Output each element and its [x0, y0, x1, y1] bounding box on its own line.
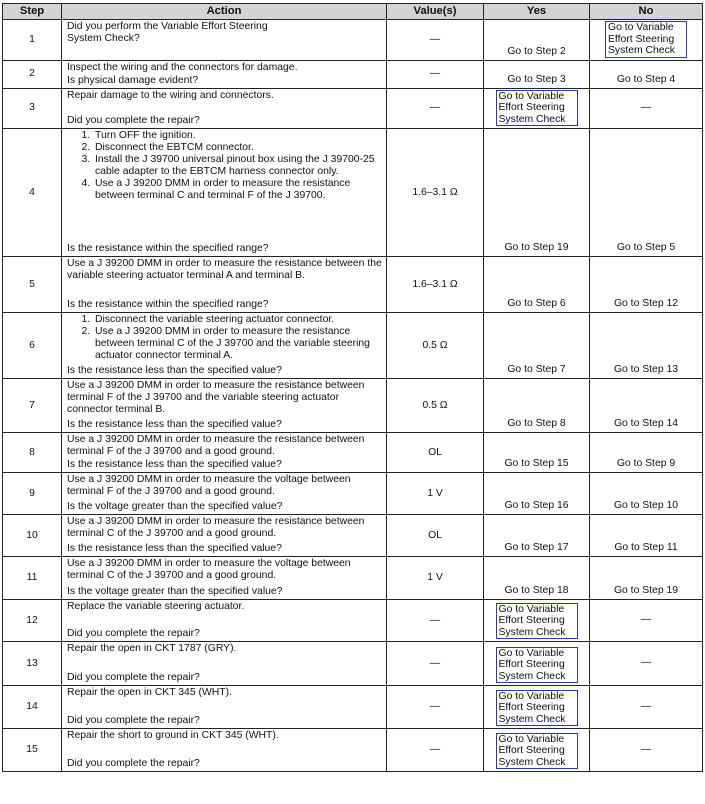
action-step: 4. Use a J 39200 DMM in order to measure the resistance between terminal C and terminal F of the J 39700.: [93, 178, 383, 202]
goto-step-link[interactable]: Go to Step 8: [507, 418, 566, 429]
action-question: Did you complete the repair?: [67, 672, 200, 683]
yes-cell: [484, 473, 590, 515]
action-step: 2. Disconnect the EBTCM connector.: [93, 142, 383, 154]
yes-cell: [484, 686, 590, 729]
goto-step-link[interactable]: Go to Step 4: [616, 73, 676, 85]
goto-step-link[interactable]: Go to Step 5: [616, 242, 676, 253]
goto-step-link[interactable]: Go to Step 15: [504, 458, 569, 469]
action-question: Did you complete the repair?: [67, 715, 200, 726]
table-row: [3, 20, 703, 61]
goto-step-link[interactable]: Go to Step 19: [613, 585, 679, 596]
action-content: [67, 474, 383, 513]
no-cell: [590, 686, 703, 729]
action-cell: [62, 557, 387, 600]
goto-step-link[interactable]: Go to Step 6: [507, 298, 566, 309]
action-content: [67, 258, 383, 311]
action-content: [67, 90, 383, 127]
action-text: Repair the open in CKT 345 (WHT).: [67, 687, 232, 698]
step-number: 13: [3, 642, 62, 686]
header-step: Step: [3, 4, 62, 20]
action-cell: [62, 515, 387, 557]
dash-marker: —: [640, 614, 652, 625]
action-steps-list: [67, 130, 383, 202]
value-cell: —: [387, 600, 484, 642]
system-check-link[interactable]: Go to Variable Effort Steering System Check: [496, 690, 578, 727]
goto-step-link[interactable]: Go to Step 16: [504, 500, 569, 511]
table-row: [3, 257, 703, 313]
table-row: [3, 515, 703, 557]
goto-step-link[interactable]: Go to Step 2: [507, 45, 566, 57]
header-yes: Yes: [484, 4, 590, 20]
no-cell: [590, 473, 703, 515]
action-instructions: [67, 434, 383, 458]
dash-marker: —: [640, 743, 652, 755]
action-content: [67, 130, 383, 255]
action-content: [67, 380, 383, 431]
action-instructions: [67, 730, 383, 742]
yes-cell: [484, 557, 590, 600]
step-number: 12: [3, 600, 62, 642]
dash-marker: —: [640, 101, 652, 113]
action-content: [67, 558, 383, 598]
table-row: [3, 600, 703, 642]
action-instructions: [67, 516, 383, 540]
action-content: [67, 21, 383, 51]
action-text: Inspect the wiring and the connectors for damage.: [67, 61, 298, 73]
action-question: Did you complete the repair?: [67, 758, 200, 769]
action-content: [67, 434, 383, 471]
value-cell: OL: [387, 515, 484, 557]
step-number: 9: [3, 473, 62, 515]
action-text: Use a J 39200 DMM in order to measure the resistance between terminal F of the J 39700 and the variable steering actuator connector terminal B.: [67, 380, 365, 415]
goto-step-link[interactable]: Go to Step 9: [616, 458, 676, 469]
yes-cell: [484, 257, 590, 313]
goto-step-link[interactable]: Go to Step 14: [613, 418, 679, 429]
header-no: No: [590, 4, 703, 20]
step-number: 6: [3, 313, 62, 379]
value-cell: 1 V: [387, 557, 484, 600]
goto-step-link[interactable]: Go to Step 18: [504, 585, 569, 596]
action-text: Repair the open in CKT 1787 (GRY).: [67, 643, 237, 654]
step-number: 2: [3, 60, 62, 88]
step-number: 4: [3, 129, 62, 257]
action-text: Did you perform the Variable Effort Steering: [67, 21, 268, 32]
no-cell: [590, 257, 703, 313]
header-action: Action: [62, 4, 387, 20]
action-cell: [62, 129, 387, 257]
value-cell: —: [387, 729, 484, 772]
step-number: 11: [3, 557, 62, 600]
value-cell: 1.6–3.1 Ω: [387, 129, 484, 257]
table-row: [3, 557, 703, 600]
step-number: 1: [3, 20, 62, 61]
action-cell: [62, 686, 387, 729]
action-cell: [62, 379, 387, 433]
action-steps-list: [67, 314, 383, 362]
action-question: Is the resistance less than the specified value?: [67, 543, 282, 554]
action-content: [67, 643, 383, 684]
yes-cell: [484, 88, 590, 129]
value-cell: 0.5 Ω: [387, 313, 484, 379]
system-check-link[interactable]: Go to Variable Effort Steering System Check: [605, 21, 687, 58]
table-row: [3, 433, 703, 473]
action-text: Use a J 39200 DMM in order to measure the voltage between terminal F of the J 39700 and a good ground.: [67, 474, 351, 497]
yes-cell: [484, 379, 590, 433]
action-question: Is the resistance less than the specified value?: [67, 459, 282, 470]
table-row: [3, 729, 703, 772]
no-cell: [590, 557, 703, 600]
action-step: 2. Use a J 39200 DMM in order to measure the resistance between terminal C of the J 39700 and the variable steering actuator connector terminal A.: [93, 326, 383, 362]
system-check-link[interactable]: Go to Variable Effort Steering System Check: [496, 733, 578, 770]
value-cell: —: [387, 686, 484, 729]
dash-marker: —: [640, 700, 652, 712]
action-question: Is the voltage greater than the specified value?: [67, 586, 283, 597]
step-number: 7: [3, 379, 62, 433]
table-row: [3, 60, 703, 88]
no-cell: [590, 600, 703, 642]
action-cell: [62, 729, 387, 772]
yes-cell: [484, 313, 590, 379]
action-cell: [62, 20, 387, 61]
goto-step-link[interactable]: Go to Step 11: [614, 542, 678, 553]
table-row: [3, 473, 703, 515]
no-cell: [590, 379, 703, 433]
action-content: [67, 687, 383, 727]
table-row: [3, 686, 703, 729]
action-step: 1. Turn OFF the ignition.: [93, 130, 383, 142]
goto-step-link[interactable]: Go to Step 13: [613, 364, 679, 375]
system-check-link[interactable]: Go to Variable Effort Steering System Check: [496, 603, 578, 640]
step-number: 3: [3, 88, 62, 129]
no-cell: [590, 313, 703, 379]
action-step: 3. Install the J 39700 universal pinout box using the J 39700-25 cable adapter to the EBTCM harness connector only.: [93, 154, 383, 178]
no-cell: [590, 433, 703, 473]
value-cell: —: [387, 88, 484, 129]
action-question: Is the resistance within the specified range?: [67, 243, 269, 254]
value-cell: 1 V: [387, 473, 484, 515]
action-content: [67, 516, 383, 555]
action-content: [67, 601, 383, 640]
goto-step-link[interactable]: Go to Step 7: [507, 364, 566, 375]
action-instructions: [67, 474, 383, 498]
no-cell: [590, 729, 703, 772]
yes-cell: [484, 729, 590, 772]
action-question: Did you complete the repair?: [67, 628, 200, 639]
yes-cell: [484, 129, 590, 257]
system-check-link[interactable]: Go to Variable Effort Steering System Check: [496, 647, 578, 684]
step-number: 14: [3, 686, 62, 729]
action-question: Did you complete the repair?: [67, 114, 200, 126]
yes-cell: [484, 642, 590, 686]
action-cell: [62, 433, 387, 473]
action-cell: [62, 60, 387, 88]
no-cell: [590, 129, 703, 257]
action-cell: [62, 600, 387, 642]
yes-cell: [484, 20, 590, 61]
table-row: [3, 642, 703, 686]
action-text: Replace the variable steering actuator.: [67, 601, 245, 612]
goto-step-link[interactable]: Go to Step 12: [613, 298, 679, 309]
goto-step-link[interactable]: Go to Step 10: [613, 500, 679, 511]
value-cell: —: [387, 60, 484, 88]
value-cell: 0.5 Ω: [387, 379, 484, 433]
action-cell: [62, 313, 387, 379]
no-cell: [590, 60, 703, 88]
header-values: Value(s): [387, 4, 484, 20]
action-instructions: [67, 90, 383, 102]
dash-marker: —: [640, 657, 652, 668]
action-text: Use a J 39200 DMM in order to measure the resistance between terminal C of the J 39700 and a good ground.: [67, 516, 365, 539]
action-cell: [62, 642, 387, 686]
header-row: [3, 4, 703, 20]
action-text: Use a J 39200 DMM in order to measure the resistance between terminal F of the J 39700 and a good ground.: [67, 434, 365, 457]
action-content: [67, 730, 383, 770]
action-cell: [62, 473, 387, 515]
action-content: [67, 62, 383, 87]
value-cell: 1.6–3.1 Ω: [387, 257, 484, 313]
action-instructions: [67, 558, 383, 582]
table-row: [3, 88, 703, 129]
action-instructions: [67, 314, 383, 362]
action-cell: [62, 88, 387, 129]
no-cell: [590, 515, 703, 557]
yes-cell: [484, 60, 590, 88]
action-text: Use a J 39200 DMM in order to measure the voltage between terminal C of the J 39700 and a good ground.: [67, 558, 351, 581]
table-row: [3, 129, 703, 257]
action-question: Is the resistance less than the specified value?: [67, 365, 282, 376]
no-cell: [590, 642, 703, 686]
action-text: Use a J 39200 DMM in order to measure the resistance between the variable steering actuator terminal A and terminal B.: [67, 258, 382, 281]
action-instructions: [67, 687, 383, 699]
table-row: [3, 313, 703, 379]
diagnostic-table: [2, 3, 703, 772]
action-instructions: [67, 643, 383, 655]
value-cell: —: [387, 642, 484, 686]
value-cell: —: [387, 20, 484, 61]
action-instructions: [67, 62, 383, 74]
yes-cell: [484, 600, 590, 642]
step-number: 10: [3, 515, 62, 557]
action-instructions: [67, 21, 383, 45]
step-number: 8: [3, 433, 62, 473]
action-instructions: [67, 258, 383, 282]
action-instructions: [67, 130, 383, 202]
action-question: Is the voltage greater than the specified value?: [67, 501, 283, 512]
value-cell: OL: [387, 433, 484, 473]
table-row: [3, 379, 703, 433]
step-number: 15: [3, 729, 62, 772]
system-check-link[interactable]: Go to Variable Effort Steering System Check: [496, 90, 578, 127]
action-question: Is the resistance within the specified range?: [67, 299, 269, 310]
step-number: 5: [3, 257, 62, 313]
yes-cell: [484, 515, 590, 557]
action-question: Is the resistance less than the specified value?: [67, 419, 282, 430]
goto-step-link[interactable]: Go to Step 19: [504, 242, 569, 253]
action-text: System Check?: [67, 33, 140, 44]
goto-step-link[interactable]: Go to Step 3: [507, 73, 566, 85]
action-question: Is physical damage evident?: [67, 74, 199, 86]
action-text: Repair damage to the wiring and connectors.: [67, 89, 274, 101]
action-cell: [62, 257, 387, 313]
action-content: [67, 314, 383, 377]
yes-cell: [484, 433, 590, 473]
action-step: 1. Disconnect the variable steering actuator connector.: [93, 314, 383, 326]
action-text: Repair the short to ground in CKT 345 (WHT).: [67, 730, 279, 741]
action-instructions: [67, 601, 383, 613]
no-cell: [590, 20, 703, 61]
action-instructions: [67, 380, 383, 416]
no-cell: [590, 88, 703, 129]
goto-step-link[interactable]: Go to Step 17: [504, 542, 569, 553]
